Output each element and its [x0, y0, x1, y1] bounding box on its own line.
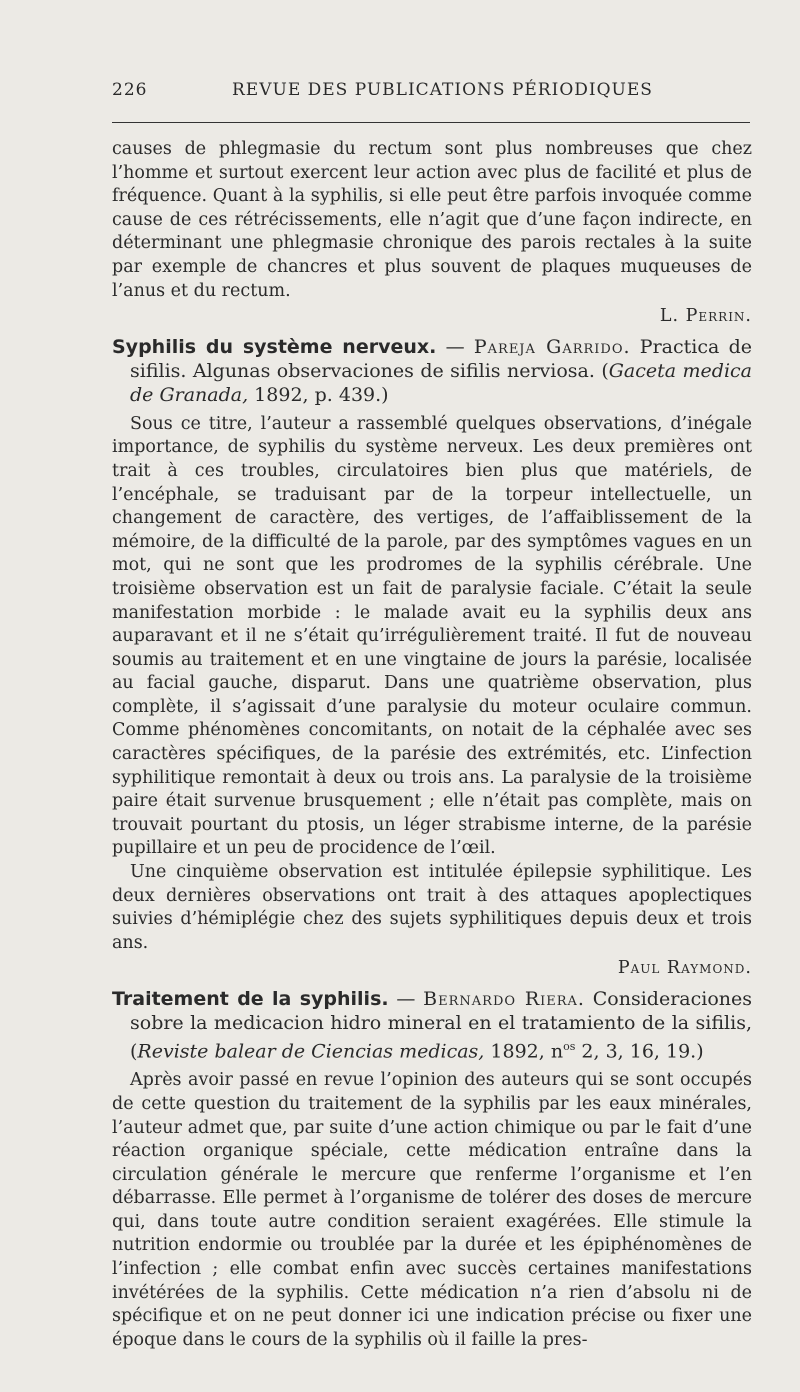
signature-raymond: Paul Raymond. — [617, 958, 752, 979]
body-paragraph: Sous ce titre, l’auteur a rassemblé quelques observations, d’inégale importance, de syphilis du système nerveux. Les deux premières ont trait à ces troubles, circulatoires bien plus que matériels, de l’encéphale, se traduisant par de la torpeur intellectuelle, un changement de caractère, des vertiges, de l’affaiblissement de la mémoire, de la difficulté de la parole, par des symptômes vagues en un mot, qui ne sont que les prodromes de la syphilis cérébrale. Une troisième observation est un fait de paralysie faciale. C’était la seule manifestation morbide : le malade avait eu la syphilis deux ans auparavant et il ne s’était qu’irrégulièrement traité. Il fut de nouveau soumis au traitement et en une vingtaine de jours la parésie, localisée au facial gauche, disparut. Dans une quatrième observation, plus complète, il s’agissait d’une paralysie du moteur oculaire commun. Comme phénomènes concomitants, on notait de la céphalée avec ses caractères spécifiques, de la parésie des extrémités, etc. L’infection syphilitique remontait à deux ou trois ans. La paralysie de la troisième paire était survenue brusquement ; elle n’était pas complète, mais on trouvait pourtant du ptosis, un léger strabisme interne, de la parésie pupillaire et un peu de procidence de l’œil. — [112, 413, 752, 859]
citation-numbers: 2, 3, 16, 19.) — [575, 1040, 704, 1063]
article-author: Bernardo Riera. — [423, 988, 585, 1010]
section-title: Syphilis du système nerveux. — [112, 335, 437, 358]
citation-superscript: os — [563, 1040, 576, 1053]
article-title: Practica de sifilis. Algunas observaciones de sifilis nerviosa. ( — [130, 335, 752, 382]
body-paragraph: Après avoir passé en revue l’opinion des auteurs qui se sont occupés de cette question du traitement de la syphilis par les eaux minérales, l’auteur admet que, par suite d’une action chimique ou par le fait d’une réaction organique spéciale, cette médication entraîne dans la circulation générale le mercure que renferme l’organisme et l’en débarrasse. Elle permet à l’organisme de tolérer des doses de mercure qui, dans toute autre condition seraient exagérées. Elle stimule la nutrition endormie ou troublée par la durée et les épiphénomènes de l’infection ; elle combat enfin avec succès certaines manifestations invétérées de la syphilis. Cette médication n’a rien d’absolu ni de spécifique et on ne peut donner ici une indication précise ou fixer une époque dans le cours de la syphilis où il faille la pres- — [112, 1070, 752, 1350]
header-rule — [112, 122, 750, 123]
section-heading-traitement — [112, 987, 752, 1063]
section-title: Traitement de la syphilis. — [112, 988, 389, 1010]
journal-name: Reviste balear de Ciencias medicas, — [137, 1040, 485, 1063]
citation: 1892, n — [484, 1040, 564, 1063]
page-content — [112, 138, 752, 1352]
journal-name: Gaceta medica de Granada, — [130, 359, 752, 406]
body-paragraph: Une cinquième observation est intitulée épilepsie syphilitique. Les deux dernières observations ont trait à des attaques apoplectiques suivies d’hémiplégie chez des sujets syphilitiques depuis deux et trois ans. — [112, 862, 752, 953]
article-author: Pareja Garrido. — [473, 335, 631, 358]
signature-perrin: L. Perrin. — [659, 306, 752, 327]
citation: 1892, p. 439.) — [248, 383, 389, 406]
section-heading-syphilis-nerveux — [112, 335, 752, 407]
title-dash: — — [436, 335, 474, 358]
article-title: Consideraciones sobre la medicacion hidro mineral en el tratamiento de la sifilis, ( — [130, 988, 752, 1063]
page-number: 226 — [112, 80, 148, 100]
title-dash: — — [388, 988, 424, 1010]
running-title: REVUE DES PUBLICATIONS PÉRIODIQUES — [232, 80, 653, 100]
continued-paragraph: causes de phlegmasie du rectum sont plus nombreuses que chez l’homme et surtout exercent leur action avec plus de facilité et plus de fréquence. Quant à la syphilis, si elle peut être parfois invoquée comme cause de ces rétrécissements, elle n’agit que d’une façon indirecte, en déterminant une phlegmasie chronique des parois rectales à la suite par exemple de chancres et plus souvent de plaques muqueuses de l’anus et du rectum. — [112, 139, 752, 301]
